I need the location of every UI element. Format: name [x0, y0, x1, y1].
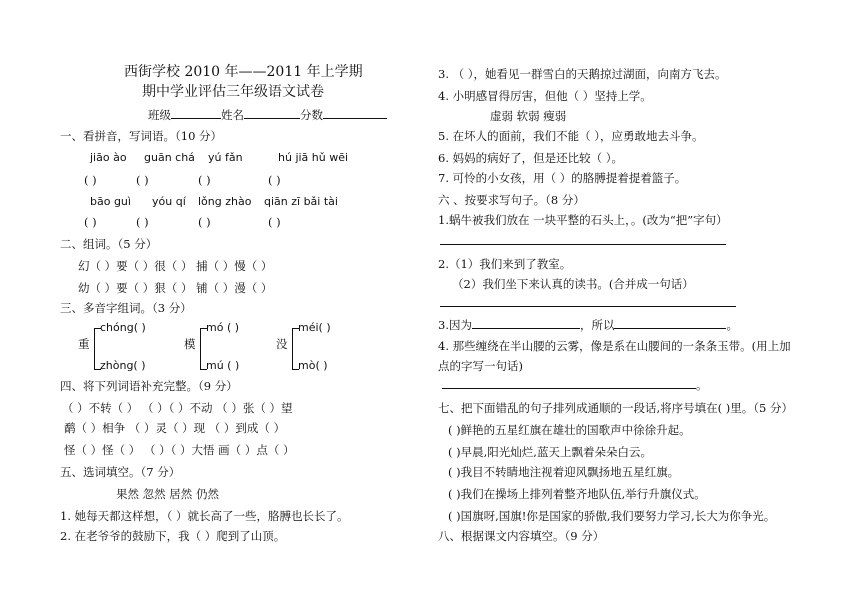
ordering-item[interactable]: ( )早晨,阳光灿烂,蓝天上飘着朵朵白云。: [448, 445, 652, 459]
word-group-row[interactable]: 幼（ ）要（ ）狠（ ） 铺（ ）漫（ ）: [78, 281, 273, 295]
section5-heading: 五、选词填空。（7 分）: [60, 465, 181, 479]
fill-question[interactable]: 6. 妈妈的病好了，但是还比较（ ）。: [438, 151, 624, 165]
pinyin-item: guān chá: [144, 151, 195, 164]
fill-question[interactable]: 1. 她每天都这样想，（ ）就长高了一些，胳膊也长长了。: [60, 509, 349, 523]
pinyin-item: yú fǎn: [208, 151, 243, 164]
class-label: 班级: [148, 108, 171, 122]
sentence-end: 。: [726, 318, 738, 332]
sentence-task: [438, 316, 738, 333]
ordering-item[interactable]: ( )鲜艳的五星红旗在雄壮的国歌声中徐徐升起。: [448, 423, 691, 437]
answer-paren[interactable]: ( ): [268, 173, 281, 187]
idiom-row[interactable]: （ ）不转（ ） （ ）（ ）不动 （ ）张（ ）望: [62, 401, 293, 415]
sentence-task: 点的字写一句话): [438, 359, 523, 373]
pinyin-item: qiān zī bǎi tài: [264, 195, 338, 208]
answer-paren[interactable]: ( ): [198, 215, 211, 229]
sentence-end: 。: [696, 378, 708, 392]
exam-title-line2: 期中学业评估三年级语文试卷: [142, 84, 324, 100]
answer-paren[interactable]: ( ): [84, 173, 97, 187]
pinyin-item: bāo guì: [90, 195, 131, 208]
section1-heading: 一、看拼音，写词语。（10 分）: [60, 129, 223, 143]
because-blank[interactable]: [472, 316, 580, 329]
word-choices: 果然 忽然 居然 仍然: [116, 487, 219, 501]
polyphone-reading[interactable]: méi( ): [298, 321, 331, 334]
pinyin-item: hú jiā hǔ wēi: [278, 151, 349, 164]
answer-paren[interactable]: ( ): [136, 173, 149, 187]
answer-paren[interactable]: ( ): [198, 173, 211, 187]
answer-paren[interactable]: ( ): [84, 215, 97, 229]
answer-line[interactable]: [442, 376, 696, 389]
section3-heading: 三、多音字组词。（3 分）: [60, 301, 192, 315]
polyphone-char: 模: [184, 337, 196, 351]
score-blank[interactable]: [323, 106, 387, 119]
so-blank[interactable]: [614, 316, 726, 329]
fill-question[interactable]: 2. 在老爷爷的鼓励下，我（ ）爬到了山顶。: [60, 529, 286, 543]
answer-paren[interactable]: ( ): [136, 215, 149, 229]
student-info-line: [148, 106, 387, 123]
pinyin-item: jiāo ào: [90, 151, 127, 164]
section4-heading: 四、将下列词语补充完整。（9 分）: [60, 379, 238, 393]
polyphone-reading[interactable]: chóng( ): [100, 321, 146, 334]
pinyin-item: lǒng zhào: [198, 195, 252, 208]
class-blank[interactable]: [171, 106, 221, 119]
name-label: 姓名: [221, 108, 244, 122]
pinyin-item: yóu qí: [152, 195, 186, 208]
polyphone-char: 重: [78, 337, 90, 351]
score-label: 分数: [300, 108, 323, 122]
ordering-item[interactable]: ( )国旗呀,国旗!你是国家的骄傲,我们要努力学习,长大为你争光。: [448, 509, 776, 523]
sentence-task: 2.（1）我们来到了教室。: [438, 257, 572, 271]
sentence-task: [442, 376, 708, 393]
ordering-item[interactable]: ( )我们在操场上排列着整齐地队伍,举行升旗仪式。: [448, 487, 706, 501]
section6-heading: 六 、按要求写句子。（8 分）: [438, 193, 585, 207]
answer-paren[interactable]: ( ): [268, 215, 281, 229]
polyphone-reading[interactable]: mó ( ): [206, 321, 240, 334]
polyphone-reading[interactable]: mú ( ): [206, 359, 240, 372]
polyphone-reading[interactable]: zhòng( ): [100, 359, 146, 372]
section8-heading: 八、根据课文内容填空。（9 分）: [438, 529, 605, 543]
polyphone-reading[interactable]: mò( ): [298, 359, 328, 372]
section7-heading: 七、把下面错乱的句子排列成通顺的一段话,将序号填在( )里。（5 分）: [438, 401, 794, 415]
fill-question[interactable]: 7. 可怜的小女孩，用（ ）的胳膊提着提着篮子。: [438, 171, 687, 185]
sentence-task: 4. 那些缠绕在半山腰的云雾，像是系在山腰间的一条条玉带。(用上加: [438, 339, 791, 353]
answer-line[interactable]: [440, 306, 736, 307]
idiom-row[interactable]: 怪（ ）怪（ ） （ ）（ ）大悟 画（ ）点（ ）: [64, 443, 295, 457]
word-choices: 虚弱 软弱 瘦弱: [490, 109, 567, 123]
sentence-task: 1.蜗牛被我们放在 一块平整的石头上，。(改为“把”字句）: [438, 213, 728, 227]
idiom-row[interactable]: 鹬（ ）相争 （ ）灵（ ）现 （ ）到成（ ）: [64, 421, 286, 435]
exam-title-line1: 西街学校 2010 年——2011 年上学期: [124, 64, 363, 80]
fill-question[interactable]: 3. （ ），她看见一群雪白的天鹅掠过湖面，向南方飞去。: [438, 67, 727, 81]
polyphone-char: 没: [276, 337, 288, 351]
fill-question[interactable]: 4. 小明感冒得厉害，但他（ ）坚持上学。: [438, 89, 652, 103]
answer-line[interactable]: [440, 244, 726, 245]
section2-heading: 二、组词。（5 分）: [60, 237, 158, 251]
name-blank[interactable]: [244, 106, 300, 119]
word-group-row[interactable]: 幻（ ）要（ ）很（ ） 捕（ ）慢（ ）: [78, 259, 273, 273]
sentence-task: （2）我们坐下来认真的读书。(合并成一句话）: [452, 277, 694, 291]
ordering-item[interactable]: ( )我目不转睛地注视着迎风飘扬地五星红旗。: [448, 465, 680, 479]
because-label: 3.因为: [438, 318, 472, 332]
so-label: ，所以: [579, 318, 615, 332]
fill-question[interactable]: 5. 在坏人的面前，我们不能（ ），应勇敢地去斗争。: [438, 129, 704, 143]
